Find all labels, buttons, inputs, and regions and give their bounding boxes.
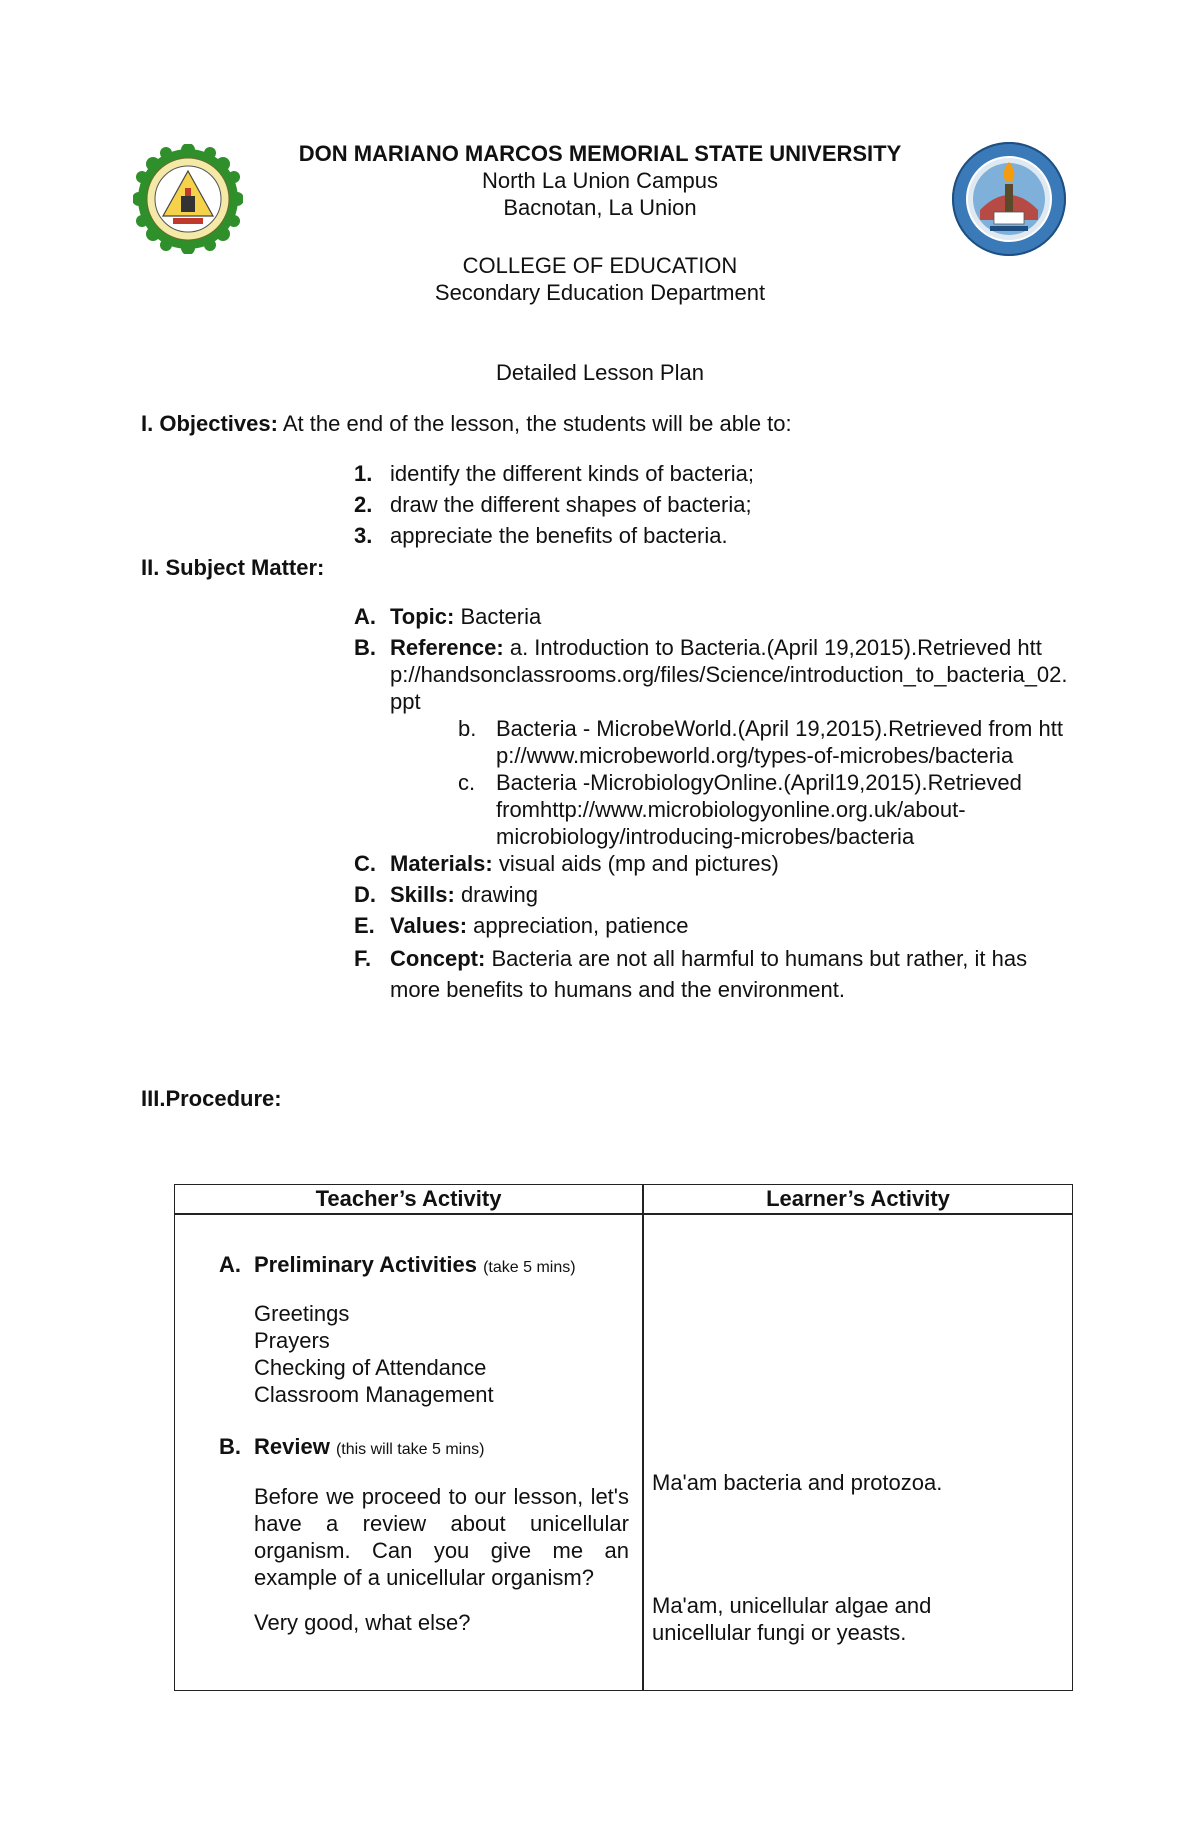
reference-a-url: http://handsonclassrooms.org/files/Science/introduction_to_bacteria_02.ppt	[390, 635, 1068, 714]
list-item: Prayers	[254, 1328, 330, 1353]
objective-item: 3. appreciate the benefits of bacteria.	[354, 523, 728, 548]
objectives-intro: At the end of the lesson, the students will be able to:	[282, 411, 792, 436]
campus-location: Bacnotan, La Union	[503, 195, 697, 220]
topic-label: Topic:	[390, 604, 455, 629]
reference-a-text: a. Introduction to Bacteria.(April 19,2015).Retrieved	[509, 635, 1012, 660]
subject-matter-list	[354, 603, 1070, 1005]
reference-b-item: b. Bacteria - MicrobeWorld.(April 19,2015).Retrieved from http://www.microbeworld.org/types-of-microbes/bacteria	[458, 716, 1063, 768]
concept-label: Concept:	[390, 946, 486, 971]
procedure-table	[174, 1184, 1073, 1691]
values-value: appreciation, patience	[473, 913, 689, 938]
teacher-activity-header: Teacher’s Activity	[315, 1186, 502, 1211]
materials-item: C. Materials: visual aids (mp and pictures)	[354, 851, 779, 876]
reference-c-item: c. Bacteria -MicrobiologyOnline.(April19,2015).Retrieved fromhttp://www.microbiologyonline.org.uk/about-microbiology/introducing-microbes/bacteria	[458, 770, 1022, 849]
skills-label: Skills:	[390, 882, 455, 907]
reference-item: B. Reference: a. Introduction to Bacteria.(April 19,2015).Retrieved http://handsonclassrooms.org/files/Science/introduction_to_bacteria_02.ppt	[354, 635, 1068, 714]
objectives-heading: I. Objectives:	[141, 411, 278, 436]
column-divider	[642, 1185, 644, 1690]
university-name: DON MARIANO MARCOS MEMORIAL STATE UNIVERSITY	[298, 141, 902, 166]
header-divider	[175, 1213, 1072, 1215]
university-seal-logo	[133, 144, 243, 254]
reference-b-url: http://www.microbeworld.org/types-of-microbes/bacteria	[496, 716, 1063, 768]
objectives-section	[141, 410, 792, 437]
procedure-heading: III.Procedure:	[141, 1086, 282, 1111]
department-name: Secondary Education Department	[434, 280, 766, 305]
preliminary-activities-list	[254, 1300, 494, 1408]
review-question: Before we proceed to our lesson, let's have a review about unicellular organism. Can you give me an example of a unicellular organism?	[254, 1484, 629, 1590]
preliminary-activities-heading: A. Preliminary Activities (take 5 mins)	[219, 1252, 576, 1277]
list-item: Greetings	[254, 1301, 350, 1326]
college-name: COLLEGE OF EDUCATION	[462, 253, 738, 278]
values-item: E. Values: appreciation, patience	[354, 913, 689, 938]
learner-answer-2: Ma'am, unicellular algae and unicellular fungi or yeasts.	[652, 1593, 932, 1645]
objective-item: 1. identify the different kinds of bacteria;	[354, 461, 755, 486]
topic-value: Bacteria	[460, 604, 542, 629]
list-item: Classroom Management	[254, 1382, 494, 1407]
document-header	[240, 140, 960, 306]
materials-value: visual aids (mp and pictures)	[498, 851, 779, 876]
reference-b-text: Bacteria - MicrobeWorld.(April 19,2015).Retrieved from	[496, 716, 1033, 741]
list-item: Checking of Attendance	[254, 1355, 487, 1380]
skills-value: drawing	[460, 882, 538, 907]
concept-item: F. Concept: Bacteria are not all harmful to humans but rather, it has more benefits to humans and the environment.	[354, 946, 1028, 1002]
materials-label: Materials:	[390, 851, 493, 876]
review-followup: Very good, what else?	[254, 1610, 471, 1635]
learner-answer-1: Ma'am bacteria and protozoa.	[652, 1470, 943, 1495]
topic-item: A. Topic: Bacteria	[354, 604, 542, 629]
skills-item: D. Skills: drawing	[354, 882, 538, 907]
learner-activity-header: Learner’s Activity	[766, 1186, 950, 1211]
concept-value: Bacteria are not all harmful to humans but rather, it has more benefits to humans and the environment.	[390, 946, 1028, 1002]
reference-label: Reference:	[390, 635, 504, 660]
objective-item: 2. draw the different shapes of bacteria;	[354, 492, 752, 517]
college-of-education-seal-logo	[950, 140, 1068, 258]
document-title: Detailed Lesson Plan	[496, 360, 704, 385]
reference-c-text: Bacteria -MicrobiologyOnline.(April19,2015).Retrieved fromhttp://www.microbiologyonline.org.uk/about-microbiology/introducing-microbes/bacteria	[496, 770, 1022, 849]
subject-matter-heading: II. Subject Matter:	[141, 555, 325, 580]
objectives-list	[354, 458, 754, 551]
values-label: Values:	[390, 913, 468, 938]
campus-name: North La Union Campus	[481, 168, 718, 193]
review-heading: B. Review (this will take 5 mins)	[219, 1434, 485, 1459]
